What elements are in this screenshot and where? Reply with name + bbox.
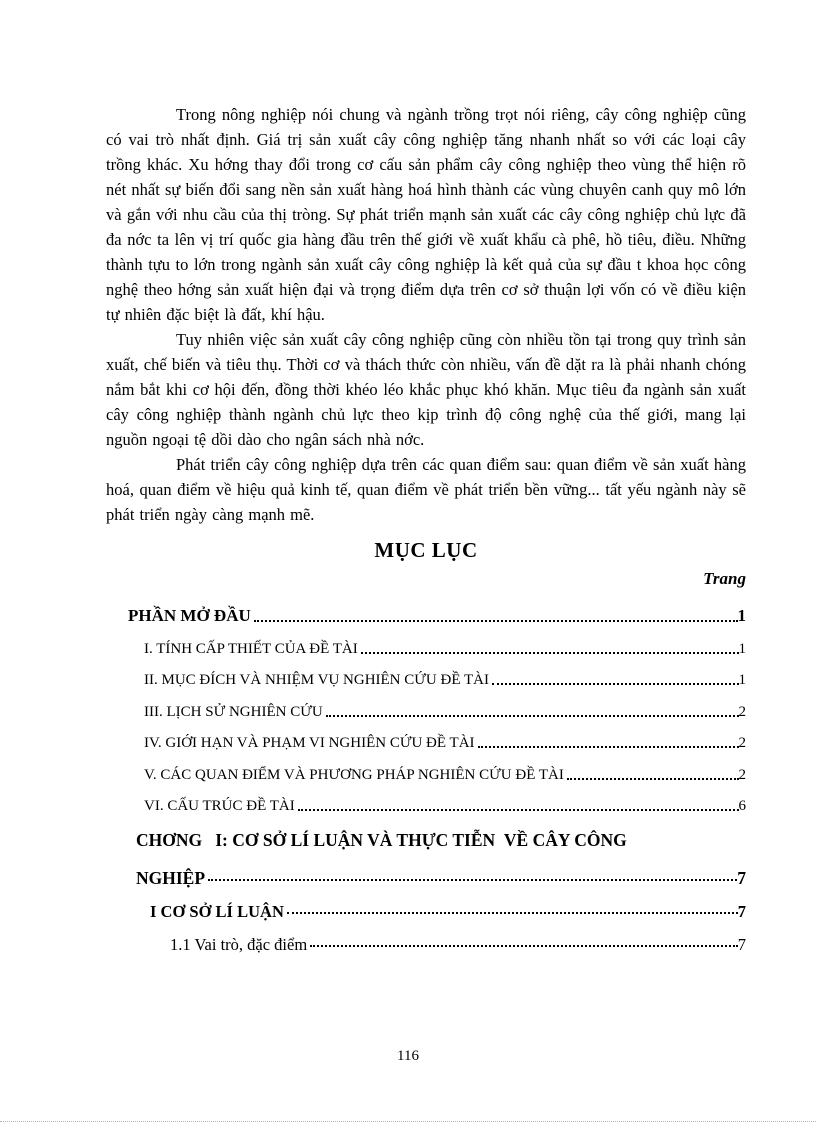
toc-entry-label: VI. CẤU TRÚC ĐỀ TÀI (144, 798, 295, 814)
toc-entry-label: II. MỤC ĐÍCH VÀ NHIỆM VỤ NGHIÊN CỨU ĐỀ TÀI (144, 672, 489, 688)
toc-entry-label: 1.1 Vai trò, đặc điểm (170, 935, 308, 954)
body-paragraph-1: Trong nông nghiệp nói chung và ngành trồng trọt nói riêng, cây công nghiệp cũng có vai trò nhất định. Giá trị sản xuất cây công nghiệp tăng nhanh nhất so với các loại cây trồng khác. Xu hớng thay đổi trong cơ cấu sản phẩm cây công nghiệp theo vùng thể hiện rõ nét nhất sự biến đổi sang nền sản xuất hàng hoá hình thành các vùng chuyên canh quy mô lớn và gắn với nhu cầu của thị tròng. Sự phát triển mạnh sản xuất các cây công nghiệp chủ lực đã đa nớc ta lên vị trí quốc gia hàng đầu trên thế giới về xuất khẩu cà phê, hồ tiêu, điều. Những thành tựu to lớn trong ngành sản xuất cây công nghiệp là kết quả của sự đầu t khoa học công nghệ theo hớng sản xuất hiện đại và trọng điểm dựa trên cơ sở thuận lợi vốn có về điều kiện tự nhiên đặc biệt là đất, khí hậu. (106, 105, 746, 324)
toc-entry-iii (106, 689, 746, 721)
body-paragraph-3: Phát triển cây công nghiệp dựa trên các quan điểm sau: quan điểm về sản xuất hàng hoá, quan điểm về hiệu quả kinh tế, quan điểm về phát triển bền vững... tất yếu ngành này sẽ phát triển ngày càng mạnh mẽ. (106, 455, 746, 524)
table-of-contents (106, 594, 746, 955)
toc-entry-label: IV. GIỚI HẠN VÀ PHẠM VI NGHIÊN CỨU ĐỀ TÀI (144, 735, 475, 751)
dot-leader (567, 778, 739, 780)
dot-leader (326, 715, 739, 717)
footer-dotted-line (0, 1121, 816, 1122)
toc-entry-co-so-li-luan (106, 889, 746, 922)
toc-entry-label: V. CÁC QUAN ĐIỂM VÀ PHƯƠNG PHÁP NGHIÊN CỨU ĐỀ TÀI (144, 766, 564, 783)
page-number: 116 (397, 1048, 419, 1064)
dot-leader (310, 945, 738, 947)
toc-entry-phan-mo-dau (106, 594, 746, 626)
toc-entry-page: 2 (738, 735, 746, 751)
dot-leader (208, 879, 737, 881)
dot-leader (492, 683, 739, 685)
dot-leader (361, 652, 739, 654)
toc-entry-page: 1 (737, 606, 746, 625)
dot-leader (478, 746, 739, 748)
toc-entry-ii (106, 658, 746, 690)
dot-leader (254, 620, 738, 622)
toc-entry-page: 6 (738, 798, 746, 814)
toc-entry-page: 7 (737, 868, 746, 888)
toc-entry-label: I. TÍNH CẤP THIẾT CỦA ĐỀ TÀI (144, 640, 358, 657)
toc-page-column-label: Trang (703, 569, 746, 588)
body-paragraph-2: Tuy nhiên việc sản xuất cây công nghiệp cũng còn nhiều tồn tại trong quy trình sản xuất, chế biến và tiêu thụ. Thời cơ và thách thức còn nhiều, vấn đề dặt ra là phải nhanh chóng nắm bắt khi cơ hội đến, đồng thời khéo léo khắc phục khó khăn. Mục tiêu đa ngành sản xuất cây công nghiệp thành ngành chủ lực theo kịp trình độ công nghệ của thế giới, mang lại nguồn ngoại tệ dồi dào cho ngân sách nhà nớc. (106, 330, 746, 449)
toc-entry-page: 2 (738, 703, 746, 720)
toc-entry-label: NGHIỆP (136, 868, 206, 888)
toc-entry-page: 1 (738, 640, 746, 657)
toc-entry-label: CHƠNG I: CƠ SỞ LÍ LUẬN VÀ THỰC TIỄN VỀ CÂY CÔNG (136, 830, 627, 850)
toc-entry-page: 1 (738, 672, 746, 688)
toc-entry-iv (106, 721, 746, 753)
toc-entry-vi (106, 784, 746, 816)
dot-leader (287, 912, 738, 914)
toc-entry-1-1-vai-tro (106, 922, 746, 955)
toc-entry-label: III. LỊCH SỬ NGHIÊN CỨU (144, 703, 323, 720)
toc-entry-v (106, 752, 746, 784)
toc-entry-label: PHẦN MỞ ĐẦU (128, 606, 251, 625)
toc-entry-label: I CƠ SỞ LÍ LUẬN (150, 902, 284, 921)
toc-entry-page: 7 (737, 935, 746, 954)
page-content (106, 102, 746, 955)
toc-entry-page: 2 (738, 766, 746, 783)
toc-entry-page: 7 (737, 902, 746, 921)
dot-leader (298, 809, 739, 811)
toc-title: MỤC LỤC (374, 538, 478, 562)
toc-entry-chapter1-line1 (106, 815, 746, 851)
toc-entry-chapter1-line2 (106, 851, 746, 889)
toc-entry-i (106, 626, 746, 658)
